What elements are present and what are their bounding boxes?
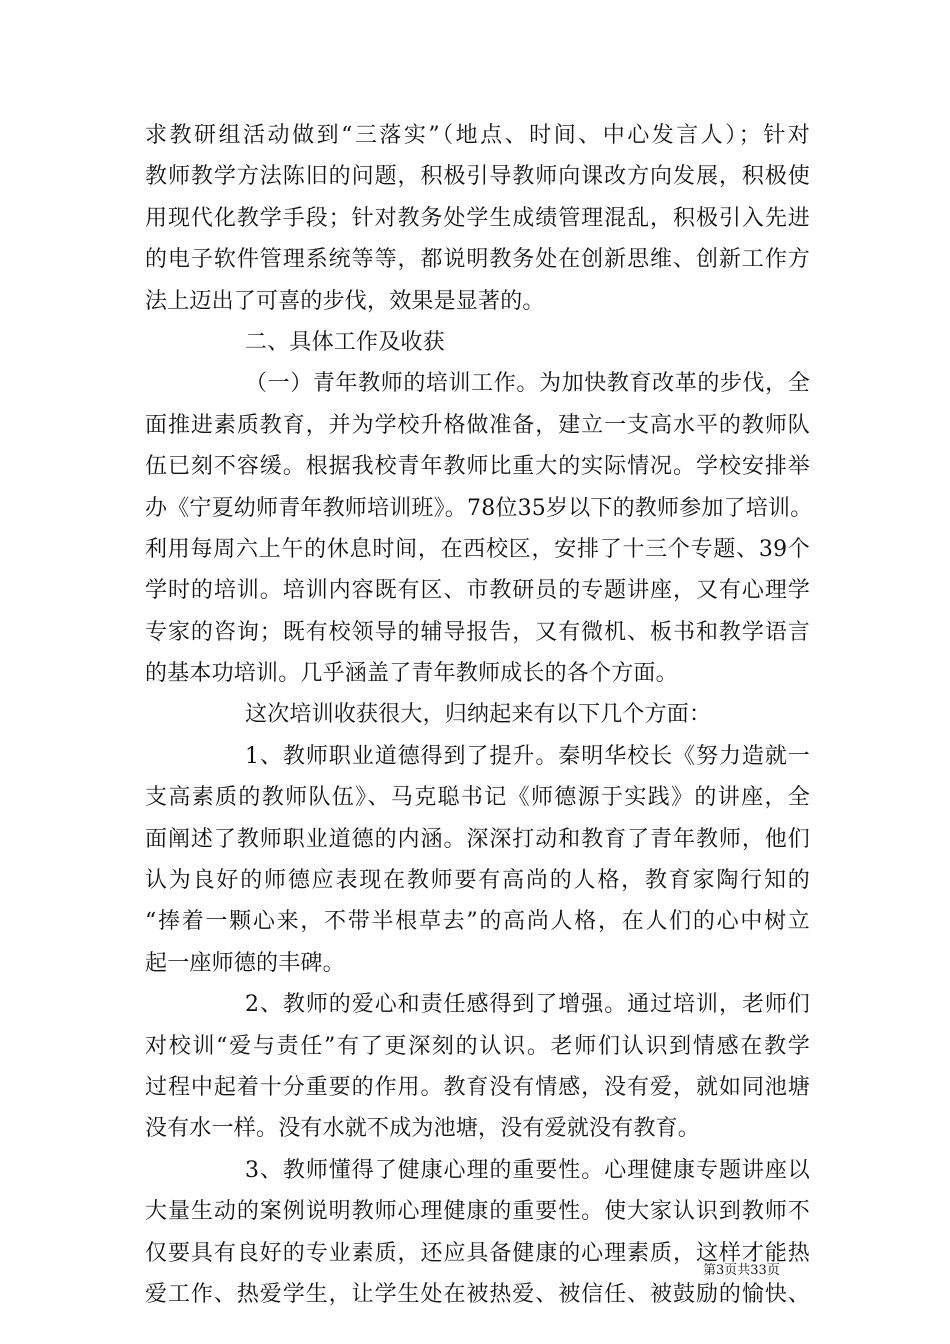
list-item-line: 1、教师职业道德得到了提升。秦明华校长《努力造就一	[245, 743, 810, 769]
text-line: 过程中起着十分重要的作用。教育没有情感，没有爱，就如同池塘	[145, 1074, 810, 1100]
text-line: 没有水一样。没有水就不成为池塘，没有爱就没有教育。	[145, 1116, 701, 1142]
section-heading: 二、具体工作及收获	[245, 329, 445, 355]
text-line: 面阐述了教师职业道德的内涵。深深打动和教育了青年教师，他们	[145, 826, 810, 852]
list-item-line: 3、教师懂得了健康心理的重要性。心理健康专题讲座以	[245, 1157, 810, 1183]
text-line: 对校训“爱与责任”有了更深刻的认识。老师们认识到情感在教学	[145, 1033, 810, 1059]
text-line: 办《宁夏幼师青年教师培训班》。78位35岁以下的教师参加了培训。	[145, 495, 813, 521]
text-line: 支高素质的教师队伍》、马克聪书记《师德源于实践》的讲座，全	[145, 785, 810, 811]
text-line: 利用每周六上午的休息时间，在西校区，安排了十三个专题、39个	[145, 536, 810, 562]
body-text	[145, 115, 813, 1315]
text-line: 专家的咨询；既有校领导的辅导报告，又有微机、板书和教学语言	[145, 619, 810, 645]
text-line: 仅要具有良好的专业素质，还应具备健康的心理素质，这样才能热	[145, 1240, 810, 1266]
list-item-line: 2、教师的爱心和责任感得到了增强。通过培训，老师们	[245, 992, 810, 1018]
page-number: 第3页共33页	[703, 1263, 780, 1278]
paragraph-intro-line: 这次培训收获很大，归纳起来有以下几个方面：	[245, 702, 712, 728]
text-line: 面推进素质教育，并为学校升格做准备，建立一支高水平的教师队	[145, 412, 810, 438]
text-line: 大量生动的案例说明教师心理健康的重要性。使大家认识到教师不	[145, 1199, 810, 1225]
text-line: 的基本功培训。几乎涵盖了青年教师成长的各个方面。	[145, 661, 678, 687]
text-line: 认为良好的师德应表现在教师要有高尚的人格，教育家陶行知的	[145, 868, 810, 894]
text-line: 学时的培训。培训内容既有区、市教研员的专题讲座，又有心理学	[145, 578, 810, 604]
text-line: 伍已刻不容缓。根据我校青年教师比重大的实际情况。学校安排举	[145, 454, 810, 480]
text-line: 爱工作、热爱学生，让学生处在被热爱、被信任、被鼓励的愉快、	[145, 1281, 810, 1307]
text-line: 用现代化教学手段；针对教务处学生成绩管理混乱，积极引入先进	[145, 205, 810, 231]
text-line: 求教研组活动做到“三落实”（地点、时间、中心发言人）；针对	[145, 123, 810, 148]
text-line: 的电子软件管理系统等等，都说明教务处在创新思维、创新工作方	[145, 247, 810, 273]
text-line: “捧着一颗心来，不带半根草去”的高尚人格，在人们的心中树立	[145, 909, 810, 935]
text-line: 起一座师德的丰碑。	[145, 950, 345, 976]
subsection-heading-line: （一）青年教师的培训工作。为加快教育改革的步伐，全	[245, 371, 810, 397]
text-line: 法上迈出了可喜的步伐，效果是显著的。	[145, 288, 545, 314]
text-line: 教师教学方法陈旧的问题，积极引导教师向课改方向发展，积极使	[145, 164, 810, 190]
